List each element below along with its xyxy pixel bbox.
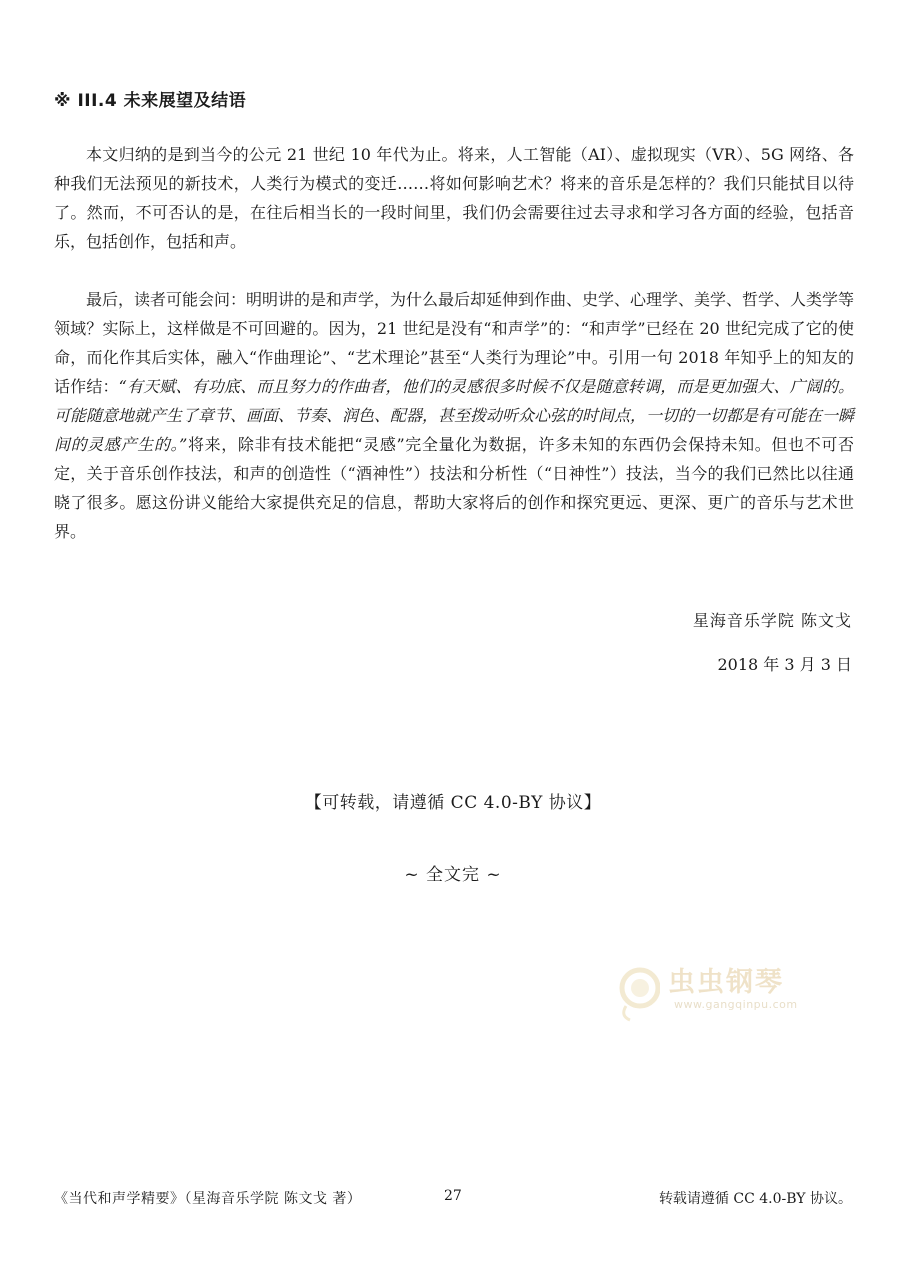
paragraph-conclusion (54, 285, 854, 546)
paragraph-conclusion-intro: 最后，读者可能会问：明明讲的是和声学，为什么最后却延伸到作曲、史学、心理学、美学、哲学、人类学等领域？实际上，这样做是不可回避的。因为，21 世纪是没有“和声学”的：“和声学”已经在 20 世纪完成了它的使命，而化作其后实体，融入“作曲理论”、“艺术理论”甚至“人类行为理论”中。引用一句 2018 年知乎上的知友的话作结： (54, 290, 855, 396)
signature-author: 星海音乐学院 陈文戈 (692, 611, 852, 630)
license-notice: 【可转载，请遵循 CC 4.0-BY 协议】 (304, 793, 602, 813)
watermark (616, 950, 816, 1040)
signature-date: 2018 年 3 月 3 日 (717, 655, 852, 674)
end-of-text-mark: ~ 全文完 ~ (404, 865, 502, 885)
zhihu-quote: “有天赋、有功底、而且努力的作曲者，他们的灵感很多时候不仅是随意转调，而是更加强大、广阔的。可能随意地就产生了章节、画面、节奏、润色、配器，甚至拨动听众心弦的时间点，一切的一切都是有可能在一瞬间的灵感产生的。” (54, 377, 855, 454)
footer-book-title: 《当代和声学精要》（星海音乐学院 陈文戈 著） (54, 1191, 362, 1207)
section-heading: ※ III.4 未来展望及结语 (54, 91, 247, 111)
watermark-title: 虫虫钢琴 (668, 967, 784, 998)
page-number: 27 (444, 1188, 462, 1204)
paragraph-conclusion-ending: 将来，除非有技术能把“灵感”完全量化为数据，许多未知的东西仍会保持未知。但也不可否定，关于音乐创作技法，和声的创造性（“酒神性”）技法和分析性（“日神性”）技法，当今的我们已然比以往通晓了很多。愿这份讲义能给大家提供充足的信息，帮助大家将后的创作和探究更远、更深、更广的音乐与艺术世界。 (54, 435, 854, 541)
watermark-logo-icon (616, 954, 660, 1024)
footer-license: 转载请遵循 CC 4.0-BY 协议。 (658, 1191, 852, 1207)
paragraph-future-outlook: 本文归纳的是到当今的公元 21 世纪 10 年代为止。将来，人工智能（AI）、虚拟现实（VR）、5G 网络、各种我们无法预见的新技术，人类行为模式的变迁……将如何影响艺术？将来的音乐是怎样的？我们只能拭目以待了。然而，不可否认的是，在往后相当长的一段时间里，我们仍会需要往过去寻求和学习各方面的经验，包括音乐，包括创作，包括和声。 (54, 145, 854, 251)
watermark-url: www.gangqinpu.com (674, 998, 798, 1011)
